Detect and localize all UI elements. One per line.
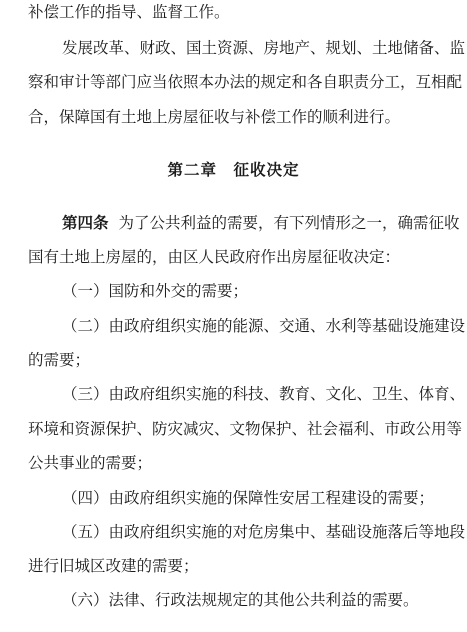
article-4-line-1 [62, 213, 460, 233]
list-item-continuation: 公共事业的需要； [28, 454, 153, 472]
chapter-title: 第二章 征收决定 [167, 161, 300, 179]
text-line: 察和审计等部门应当依照本办法的规定和各自职责分工，互相配 [28, 73, 463, 91]
list-item-continuation: 环境和资源保护、防灾减灾、文物保护、社会福利、市政公用等 [28, 420, 463, 438]
article-4-label: 第四条 [62, 214, 109, 232]
article-4-line-2: 国有土地上房屋的，由区人民政府作出房屋征收决定： [28, 248, 401, 266]
article-4-text: 为了公共利益的需要，有下列情形之一，确需征收 [118, 214, 460, 232]
list-item: （二）由政府组织实施的能源、交通、水利等基础设施建设 [62, 317, 466, 335]
list-item-continuation: 进行旧城区改建的需要； [28, 557, 199, 575]
list-item: （三）由政府组织实施的科技、教育、文化、卫生、体育、 [62, 385, 466, 403]
list-item: （四）由政府组织实施的保障性安居工程建设的需要； [62, 489, 435, 507]
text-line: 发展改革、财政、国土资源、房地产、规划、土地储备、监 [62, 39, 466, 57]
list-item: （六）法律、行政法规规定的其他公共利益的需要。 [62, 591, 419, 609]
list-item: （一）国防和外交的需要； [62, 282, 249, 300]
list-item: （五）由政府组织实施的对危房集中、基础设施落后等地段 [62, 523, 466, 541]
text-line: 补偿工作的指导、监督工作。 [28, 3, 230, 21]
text-line: 合，保障国有土地上房屋征收与补偿工作的顺利进行。 [28, 108, 401, 126]
list-item-continuation: 的需要； [28, 351, 91, 369]
